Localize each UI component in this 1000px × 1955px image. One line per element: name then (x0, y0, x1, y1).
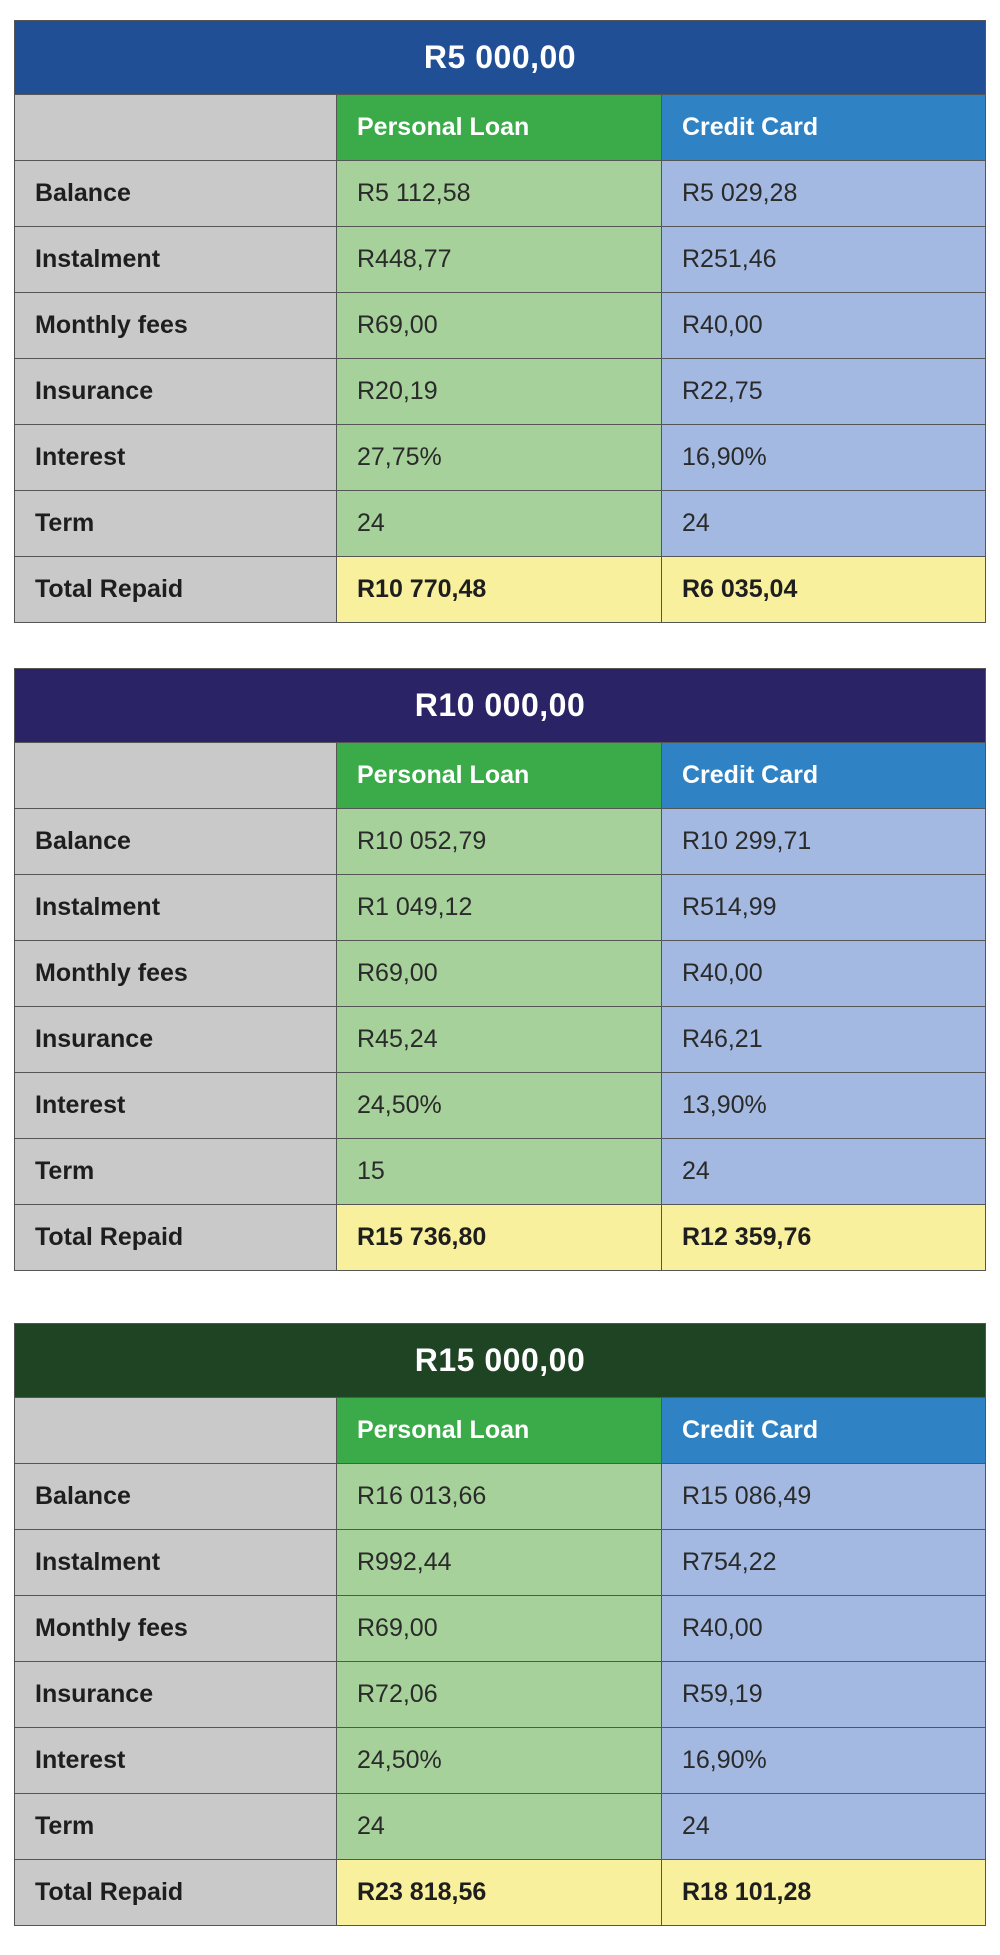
row-label-term: Term (15, 491, 337, 557)
row-label-term: Term (15, 1794, 337, 1860)
personal-loan-balance: R16 013,66 (337, 1464, 662, 1530)
header-personal-loan: Personal Loan (337, 743, 662, 809)
credit-card-interest: 16,90% (662, 1728, 986, 1794)
row-label-insurance: Insurance (15, 1662, 337, 1728)
personal-loan-term: 24 (337, 491, 662, 557)
column-header-row (15, 743, 986, 809)
credit-card-instalment: R754,22 (662, 1530, 986, 1596)
row-label-total-repaid: Total Repaid (15, 1860, 337, 1926)
header-empty-cell (15, 743, 337, 809)
credit-card-total-repaid: R18 101,28 (662, 1860, 986, 1926)
personal-loan-insurance: R45,24 (337, 1007, 662, 1073)
personal-loan-total-repaid: R10 770,48 (337, 557, 662, 623)
table-title: R15 000,00 (15, 1324, 986, 1398)
table-row (15, 161, 986, 227)
row-label-total-repaid: Total Repaid (15, 557, 337, 623)
header-personal-loan: Personal Loan (337, 95, 662, 161)
personal-loan-monthly-fees: R69,00 (337, 1596, 662, 1662)
credit-card-monthly-fees: R40,00 (662, 1596, 986, 1662)
personal-loan-monthly-fees: R69,00 (337, 293, 662, 359)
credit-card-total-repaid: R6 035,04 (662, 557, 986, 623)
table-row (15, 293, 986, 359)
header-credit-card: Credit Card (662, 1398, 986, 1464)
total-row (15, 1860, 986, 1926)
personal-loan-balance: R10 052,79 (337, 809, 662, 875)
comparison-table-15000 (14, 1323, 986, 1926)
table-row (15, 491, 986, 557)
credit-card-total-repaid: R12 359,76 (662, 1205, 986, 1271)
table-row (15, 941, 986, 1007)
table-row (15, 1464, 986, 1530)
comparison-table-10000 (14, 668, 986, 1271)
header-personal-loan: Personal Loan (337, 1398, 662, 1464)
personal-loan-instalment: R1 049,12 (337, 875, 662, 941)
personal-loan-interest: 27,75% (337, 425, 662, 491)
personal-loan-instalment: R992,44 (337, 1530, 662, 1596)
credit-card-balance: R5 029,28 (662, 161, 986, 227)
credit-card-monthly-fees: R40,00 (662, 941, 986, 1007)
personal-loan-insurance: R72,06 (337, 1662, 662, 1728)
table-row (15, 359, 986, 425)
header-credit-card: Credit Card (662, 743, 986, 809)
table-row (15, 227, 986, 293)
credit-card-monthly-fees: R40,00 (662, 293, 986, 359)
credit-card-balance: R15 086,49 (662, 1464, 986, 1530)
table-row (15, 1139, 986, 1205)
personal-loan-balance: R5 112,58 (337, 161, 662, 227)
personal-loan-insurance: R20,19 (337, 359, 662, 425)
table-row (15, 1596, 986, 1662)
table-row (15, 1530, 986, 1596)
credit-card-term: 24 (662, 1139, 986, 1205)
personal-loan-term: 15 (337, 1139, 662, 1205)
column-header-row (15, 1398, 986, 1464)
table-row (15, 1662, 986, 1728)
row-label-instalment: Instalment (15, 875, 337, 941)
row-label-insurance: Insurance (15, 359, 337, 425)
credit-card-term: 24 (662, 491, 986, 557)
row-label-balance: Balance (15, 161, 337, 227)
table-row (15, 1073, 986, 1139)
row-label-insurance: Insurance (15, 1007, 337, 1073)
personal-loan-total-repaid: R15 736,80 (337, 1205, 662, 1271)
row-label-balance: Balance (15, 809, 337, 875)
table-row (15, 1794, 986, 1860)
header-credit-card: Credit Card (662, 95, 986, 161)
personal-loan-monthly-fees: R69,00 (337, 941, 662, 1007)
column-header-row (15, 95, 986, 161)
table-row (15, 1007, 986, 1073)
row-label-term: Term (15, 1139, 337, 1205)
row-label-interest: Interest (15, 1728, 337, 1794)
personal-loan-interest: 24,50% (337, 1073, 662, 1139)
row-label-instalment: Instalment (15, 227, 337, 293)
table-title: R5 000,00 (15, 21, 986, 95)
credit-card-insurance: R59,19 (662, 1662, 986, 1728)
table-row (15, 425, 986, 491)
title-row (15, 669, 986, 743)
row-label-interest: Interest (15, 1073, 337, 1139)
table-row (15, 1728, 986, 1794)
row-label-monthly-fees: Monthly fees (15, 941, 337, 1007)
credit-card-insurance: R46,21 (662, 1007, 986, 1073)
credit-card-insurance: R22,75 (662, 359, 986, 425)
personal-loan-term: 24 (337, 1794, 662, 1860)
table-row (15, 809, 986, 875)
title-row (15, 21, 986, 95)
credit-card-instalment: R514,99 (662, 875, 986, 941)
personal-loan-instalment: R448,77 (337, 227, 662, 293)
credit-card-interest: 16,90% (662, 425, 986, 491)
comparison-table-5000 (14, 20, 986, 623)
row-label-monthly-fees: Monthly fees (15, 1596, 337, 1662)
row-label-interest: Interest (15, 425, 337, 491)
credit-card-balance: R10 299,71 (662, 809, 986, 875)
total-row (15, 557, 986, 623)
credit-card-interest: 13,90% (662, 1073, 986, 1139)
header-empty-cell (15, 1398, 337, 1464)
row-label-total-repaid: Total Repaid (15, 1205, 337, 1271)
row-label-balance: Balance (15, 1464, 337, 1530)
credit-card-term: 24 (662, 1794, 986, 1860)
row-label-monthly-fees: Monthly fees (15, 293, 337, 359)
credit-card-instalment: R251,46 (662, 227, 986, 293)
table-title: R10 000,00 (15, 669, 986, 743)
header-empty-cell (15, 95, 337, 161)
table-row (15, 875, 986, 941)
personal-loan-total-repaid: R23 818,56 (337, 1860, 662, 1926)
personal-loan-interest: 24,50% (337, 1728, 662, 1794)
title-row (15, 1324, 986, 1398)
row-label-instalment: Instalment (15, 1530, 337, 1596)
total-row (15, 1205, 986, 1271)
